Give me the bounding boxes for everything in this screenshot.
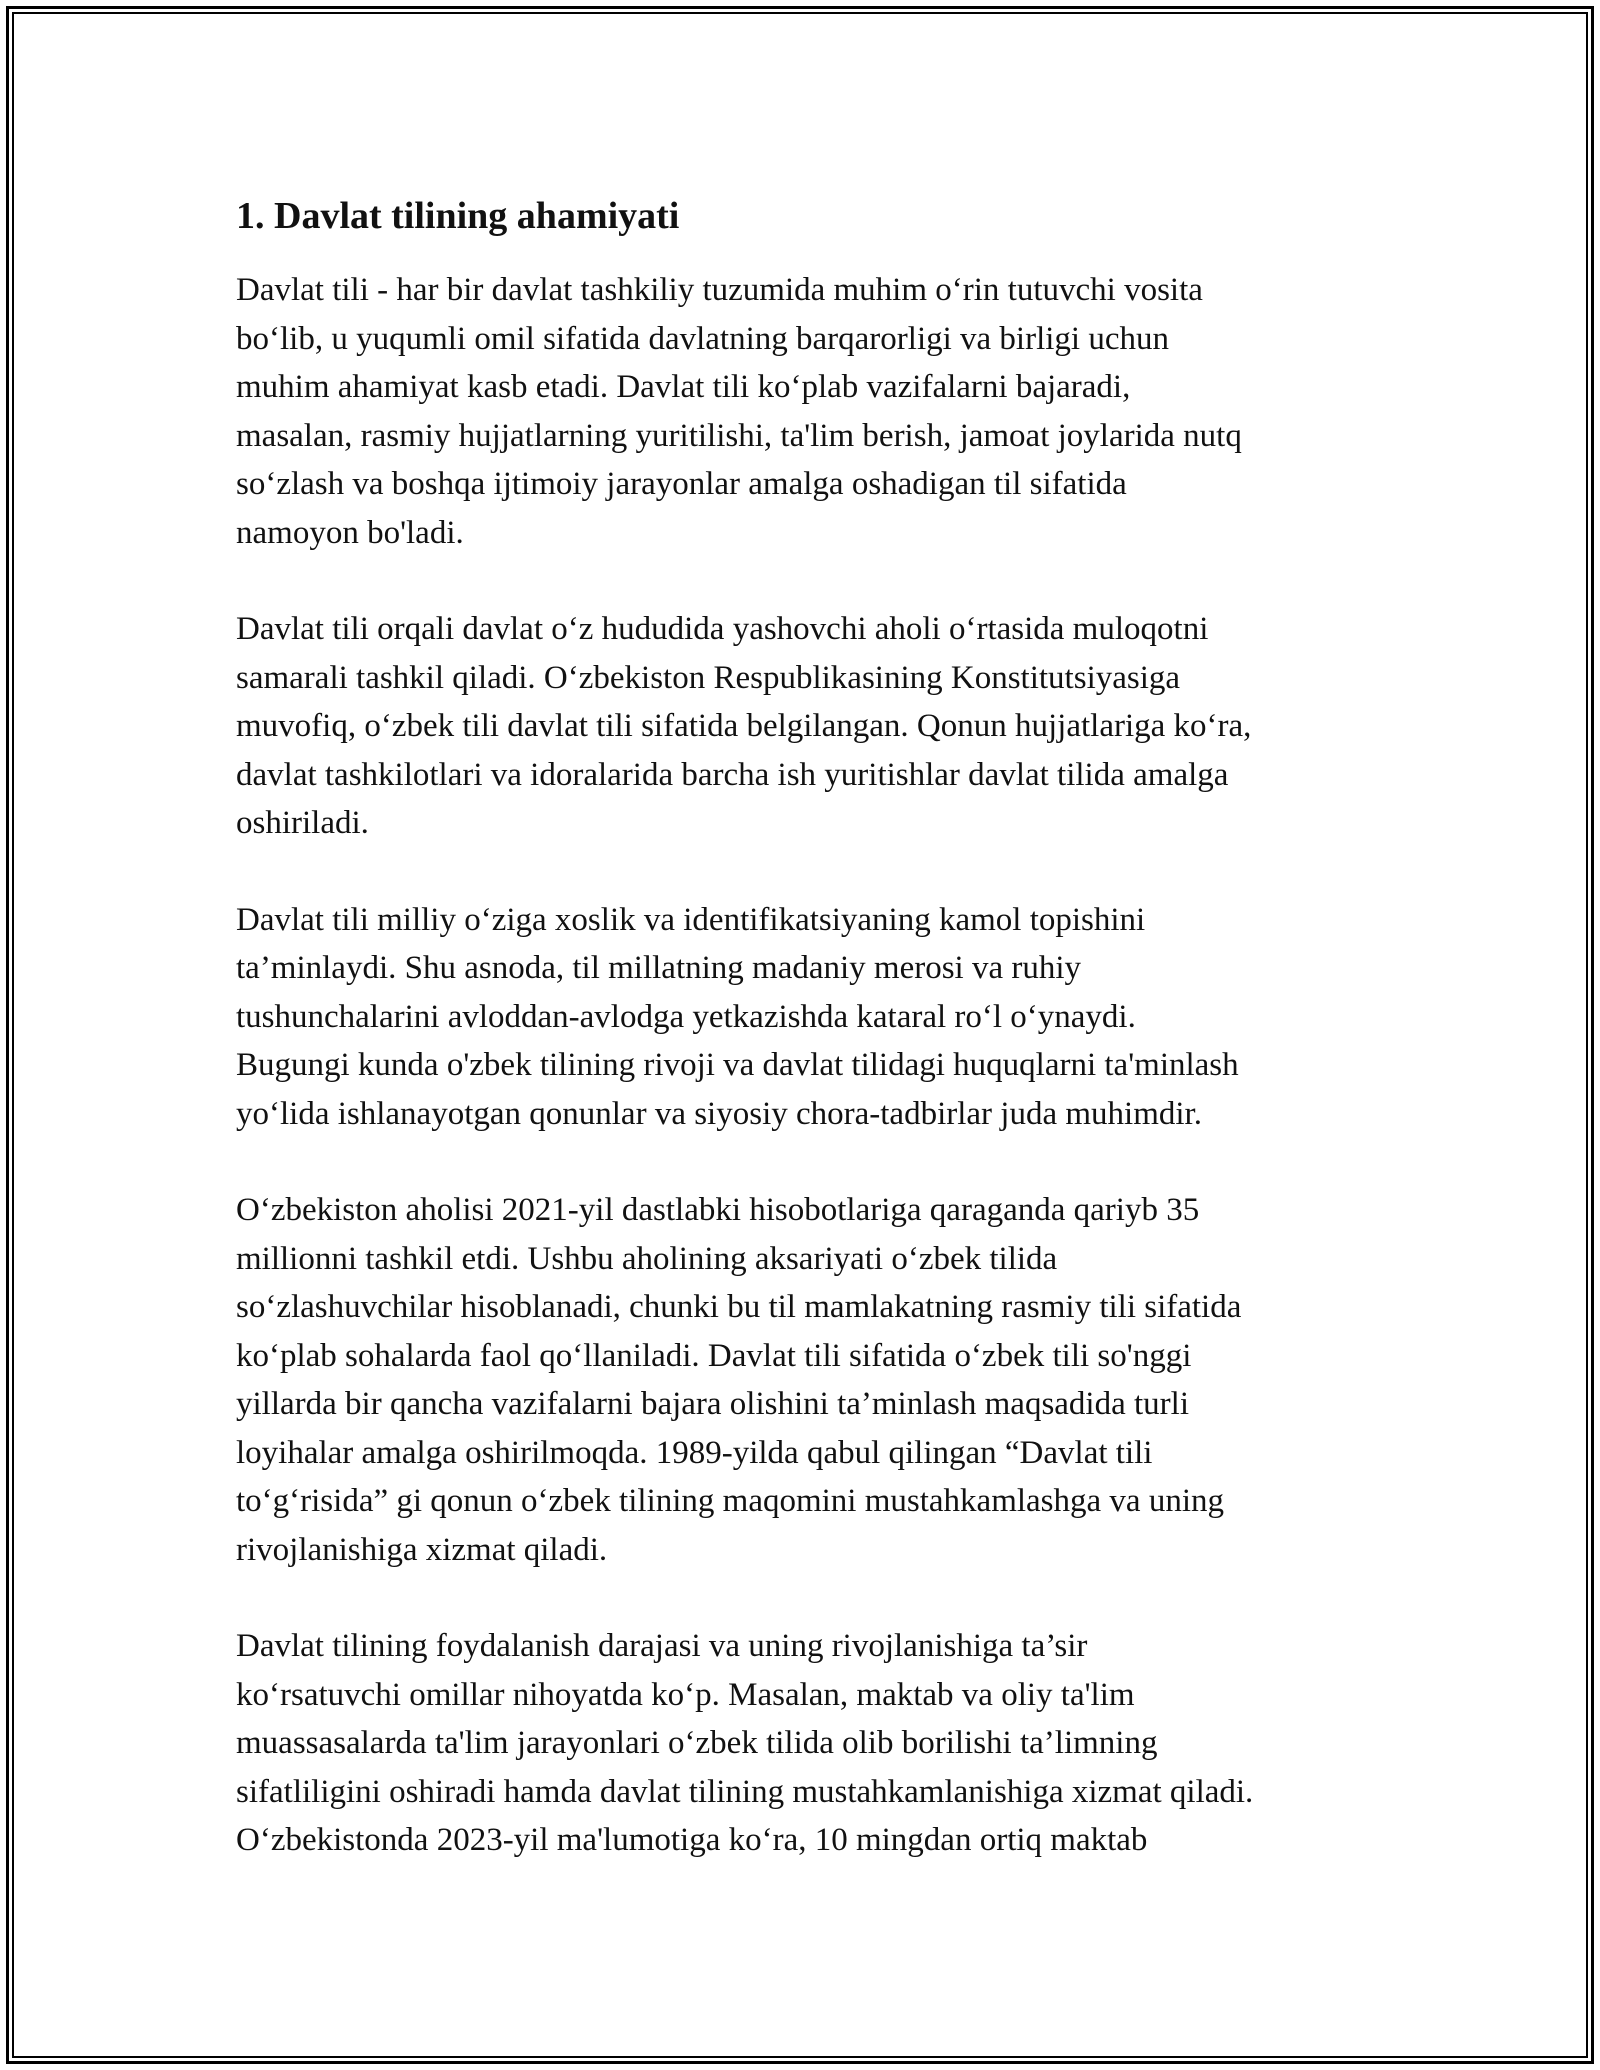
paragraph-5: Davlat tilining foydalanish darajasi va uning rivojlanishiga ta’sir koʻrsatuvchi omillar nihoyatda koʻp. Masalan, maktab va oliy ta'lim muassasalarda ta'lim jarayonlari oʻzbek tilida olib borilishi ta’limning sifatliligini oshiradi hamda davlat tilining mustahkamlanishiga xizmat qiladi. Oʻzbekistonda 2023-yil ma'lumotiga koʻra, 10 mingdan ortiq maktab	[236, 1628, 1254, 1858]
document-body	[236, 188, 1386, 1913]
paragraph-3: Davlat tili milliy oʻziga xoslik va identifikatsiyaning kamol topishini ta’minlaydi. Shu asnoda, til millatning madaniy merosi va ruhiy tushunchalarini avloddan-avlodga yetkazishda kataral roʻl oʻynaydi. Bugungi kunda o'zbek tilining rivoji va davlat tilidagi huquqlarni ta'minlash yoʻlida ishlanayotgan qonunlar va siyosiy chora-tadbirlar juda muhimdir.	[236, 901, 1239, 1132]
paragraph-2: Davlat tili orqali davlat oʻz hududida yashovchi aholi oʻrtasida muloqotni samarali tashkil qiladi. Oʻzbekiston Respublikasining Konstitutsiyasiga muvofiq, oʻzbek tili davlat tili sifatida belgilangan. Qonun hujjatlariga koʻra, davlat tashkilotlari va idoralarida barcha ish yuritishlar davlat tilida amalga oshiriladi.	[236, 611, 1252, 841]
paragraph-1: Davlat tili - har bir davlat tashkiliy tuzumida muhim oʻrin tutuvchi vosita boʻlib, u yuqumli omil sifatida davlatning barqarorligi va birligi uchun muhim ahamiyat kasb etadi. Davlat tili koʻplab vazifalarni bajaradi, masalan, rasmiy hujjatlarning yuritilishi, ta'lim berish, jamoat joylarida nutq soʻzlash va boshqa ijtimoiy jarayonlar amalga oshadigan til sifatida namoyon bo'ladi.	[236, 272, 1242, 551]
section-heading: 1. Davlat tilining ahamiyati	[236, 195, 680, 237]
paragraph-4: Oʻzbekiston aholisi 2021-yil dastlabki hisobotlariga qaraganda qariyb 35 millionni tashkil etdi. Ushbu aholining aksariyati oʻzbek tilida soʻzlashuvchilar hisoblanadi, chunki bu til mamlakatning rasmiy tili sifatida koʻplab sohalarda faol qoʻllaniladi. Davlat tili sifatida oʻzbek tili so'nggi yillarda bir qancha vazifalarni bajara olishini ta’minlash maqsadida turli loyihalar amalga oshirilmoqda. 1989-yilda qabul qilingan “Davlat tili toʻgʻrisida” gi qonun oʻzbek tilining maqomini mustahkamlashga va uning rivojlanishiga xizmat qiladi.	[236, 1192, 1242, 1568]
